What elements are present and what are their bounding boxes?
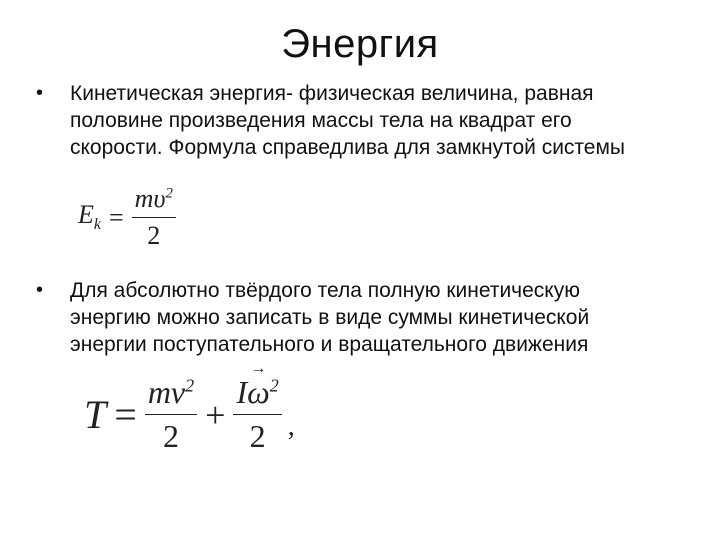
omega-vector-symbol: → ω <box>247 374 270 411</box>
fraction-bar <box>145 414 197 415</box>
formula-trailing-comma: , <box>287 411 295 442</box>
formula-lhs-symbol: T <box>84 392 107 437</box>
numerator-text: mυ <box>134 184 166 213</box>
fraction-bar <box>233 414 281 415</box>
bullet-item-rigid-body <box>36 277 676 358</box>
slide-title: Энергия <box>281 22 439 66</box>
formula-fraction <box>132 184 176 251</box>
numerator-exponent: 2 <box>185 375 195 396</box>
formula-lhs-subscript: k <box>93 216 101 234</box>
bullet-item-kinetic-energy <box>36 80 676 161</box>
formula-rotational-fraction <box>233 374 281 455</box>
formula-equals-sign: = <box>114 392 137 437</box>
fraction-numerator <box>233 374 281 411</box>
fraction-numerator <box>145 374 197 411</box>
formula-lhs <box>78 200 101 234</box>
numerator-exponent: 2 <box>165 185 173 202</box>
bullet-marker: • <box>36 279 44 301</box>
formula-lhs-symbol: E <box>78 200 94 230</box>
bullet-text: Для абсолютно твёрдого тела полную кинетическую энергию можно записать в виде суммы кинетической энергии поступательного и вращательного движения <box>70 279 590 356</box>
formula-equals-sign: = <box>109 202 124 232</box>
fraction-denominator: 2 <box>249 418 266 454</box>
fraction-bar <box>132 217 176 218</box>
fraction-denominator: 2 <box>147 221 161 250</box>
numerator-inertia: I <box>236 374 248 410</box>
formula-kinetic-energy <box>78 184 176 251</box>
numerator-text: mv <box>147 374 186 410</box>
bullet-marker: • <box>36 82 44 104</box>
fraction-numerator <box>132 184 176 214</box>
formula-plus-sign: + <box>205 394 226 435</box>
formula-translational-fraction <box>145 374 197 455</box>
formula-rigid-body-energy <box>84 374 295 455</box>
numerator-exponent: 2 <box>269 375 279 396</box>
bullet-text: Кинетическая энергия- физическая величина, равная половине произведения массы тела на квадрат его скорости. Формула справедлива для замкнутой системы <box>70 82 626 159</box>
fraction-denominator: 2 <box>162 418 179 454</box>
